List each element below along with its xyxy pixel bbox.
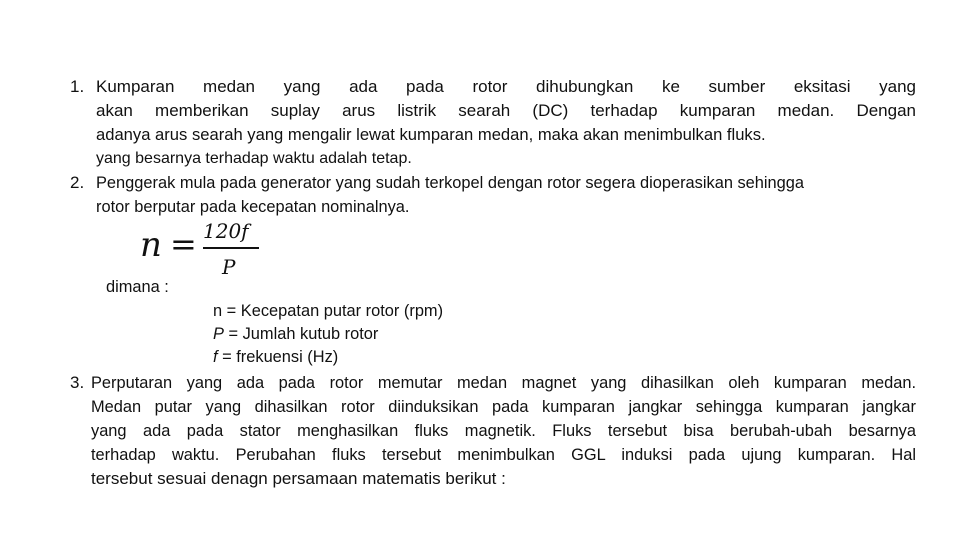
definition-n-text: = Kecepatan putar rotor (rpm) xyxy=(222,302,444,320)
item3-line-3: yang ada pada stator menghasilkan fluks magnetik. Fluks tersebut bisa berubah-ubah besarnya xyxy=(91,422,916,440)
item3-line-2: Medan putar yang dihasilkan rotor diinduksikan pada kumparan jangkar sehingga kumparan jangkar xyxy=(91,398,916,416)
definition-f-text: = frekuensi (Hz) xyxy=(217,348,339,366)
formula-lhs: n xyxy=(140,225,162,265)
definition-p-text: = Jumlah kutub rotor xyxy=(223,325,379,343)
formula-numerator: 120f xyxy=(203,219,249,243)
definition-f-symbol: f xyxy=(213,348,218,366)
where-label: dimana : xyxy=(106,278,169,296)
item1-line-1: Kumparan medan yang ada pada rotor dihubungkan ke sumber eksitasi yang xyxy=(96,77,916,96)
item3-number: 3. xyxy=(70,373,85,392)
definition-p xyxy=(213,323,378,345)
item3-line-1: Perputaran yang ada pada rotor memutar medan magnet yang dihasilkan oleh kumparan medan. xyxy=(91,374,916,392)
formula-denominator: P xyxy=(222,255,236,279)
item2-number: 2. xyxy=(70,173,85,192)
definition-f xyxy=(213,346,338,368)
item1-number: 1. xyxy=(70,77,85,96)
item1-line-4: yang besarnya terhadap waktu adalah tetap. xyxy=(96,150,412,167)
item1-line-2: akan memberikan suplay arus listrik searah (DC) terhadap kumparan medan. Dengan xyxy=(96,101,916,120)
definition-n xyxy=(213,300,443,322)
item2-line-1: Penggerak mula pada generator yang sudah terkopel dengan rotor segera dioperasikan sehingga xyxy=(96,174,805,192)
fraction-bar xyxy=(203,247,259,249)
item2-line-2: rotor berputar pada kecepatan nominalnya. xyxy=(96,198,410,216)
item3-line-4: terhadap waktu. Perubahan fluks tersebut menimbulkan GGL induksi pada ujung kumparan. Hal xyxy=(91,446,916,464)
formula-equals: = xyxy=(170,225,197,263)
definition-p-symbol: P xyxy=(213,325,224,343)
item3-line-5: tersebut sesuai denagn persamaan matematis berikut : xyxy=(91,469,506,488)
definition-n-symbol: n xyxy=(213,302,223,320)
item1-line-3: adanya arus searah yang mengalir lewat kumparan medan, maka akan menimbulkan fluks. xyxy=(96,125,766,144)
